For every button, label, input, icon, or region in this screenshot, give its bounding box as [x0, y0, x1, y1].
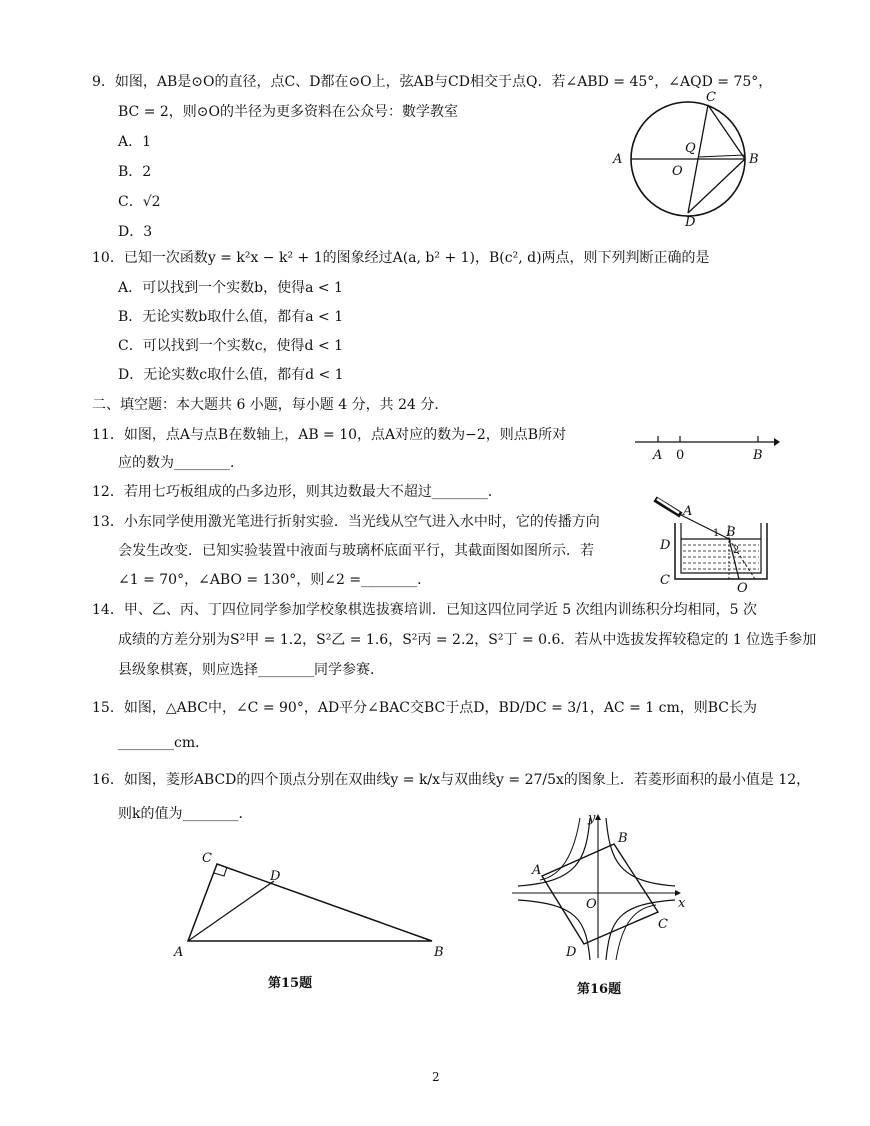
q16-label-a: A — [532, 863, 542, 878]
q15-label-a: A — [174, 945, 184, 960]
q16-rhombus-abcd — [542, 844, 658, 944]
q9-option-b: B．2 — [118, 164, 152, 180]
q9-segment-bc — [708, 105, 745, 159]
q10-option-c: C．可以找到一个实数c，使得d < 1 — [118, 338, 344, 354]
q13-label-angle-2: 2 — [733, 545, 740, 556]
q13-label-angle-1: 1 — [713, 528, 720, 539]
q16-inner-hyperbola-q2 — [540, 818, 580, 880]
q9-label-b: B — [749, 152, 759, 167]
q9-line1: 9．如图，AB是⊙O的直径，点C、D都在⊙O上，弦AB与CD相交于点Q．若∠ABD = 45°，∠AQD = 75°， — [92, 74, 773, 90]
q9-label-a: A — [613, 152, 623, 167]
q16-inner-hyperbola-q4 — [616, 905, 656, 960]
q13-figure — [655, 495, 785, 595]
q16-label-c: C — [658, 917, 668, 932]
q11-label-zero: 0 — [676, 448, 685, 463]
section-2-heading: 二、填空题：本大题共 6 小题，每小题 4 分，共 24 分． — [92, 397, 449, 413]
q10-line1: 10．已知一次函数y = k²x − k² + 1的图象经过A(a, b² + 1)，B(c², d)两点，则下列判断正确的是 — [92, 250, 710, 266]
q9-option-c: C．√2 — [118, 194, 161, 210]
q13-liquid-hatching — [683, 545, 759, 569]
q15-caption: 第15题 — [268, 976, 313, 991]
q13-label-d: D — [660, 538, 671, 553]
q16-hyperbola-q2 — [518, 818, 590, 886]
q10-option-a: A．可以找到一个实数b，使得a < 1 — [118, 280, 343, 296]
q11-label-a: A — [653, 448, 663, 463]
q10-option-d: D．无论实数c取什么值，都有d < 1 — [118, 367, 344, 383]
q14-line3: 县级象棋赛，则应选择________同学参赛． — [118, 662, 384, 678]
q9-figure — [608, 90, 768, 230]
q12-line1: 12．若用七巧板组成的凸多边形，则其边数最大不超过________． — [92, 484, 502, 500]
q11-number-line — [630, 428, 780, 464]
q9-label-c: C — [706, 90, 716, 105]
q16-hyperbola-q3 — [518, 900, 590, 960]
q13-label-o: O — [737, 581, 748, 596]
q13-cup-inner — [681, 523, 761, 573]
q15-line1: 15．如图，△ABC中，∠C = 90°，AD平分∠BAC交BC于点D，BD/DC = 3/1，AC = 1 cm，则BC长为 — [92, 700, 758, 716]
q15-figure — [170, 848, 460, 963]
q13-line3: ∠1 = 70°，∠ABO = 130°，则∠2 =________． — [118, 572, 432, 588]
q13-label-b: B — [726, 525, 736, 540]
q11-line2: 应的数为________． — [118, 455, 244, 471]
q9-label-q: Q — [685, 141, 696, 156]
q16-line1: 16．如图，菱形ABCD的四个顶点分别在双曲线y = k/x与双曲线y = 27/5x的图象上．若菱形面积的最小值是 12， — [92, 772, 811, 788]
q15-label-b: B — [434, 945, 444, 960]
q16-caption: 第16题 — [577, 982, 622, 997]
q9-option-a: A．1 — [118, 134, 152, 150]
q9-option-d: D．3 — [118, 224, 153, 240]
q13-line2: 会发生改变．已知实验装置中液面与玻璃杯底面平行，其截面图如图所示．若 — [118, 543, 594, 559]
q11-arrow — [774, 438, 780, 446]
q9-label-o: O — [672, 164, 683, 179]
q9-segment-qb — [698, 155, 745, 157]
q15-label-c: C — [202, 851, 212, 866]
q16-label-y: y — [588, 811, 596, 826]
q10-option-b: B．无论实数b取什么值，都有a < 1 — [118, 309, 344, 325]
q15-label-d: D — [270, 869, 281, 884]
q9-label-d: D — [685, 215, 696, 230]
q13-label-a: A — [683, 504, 693, 519]
q13-line1: 13．小东同学使用激光笔进行折射实验．当光线从空气进入水中时，它的传播方向 — [92, 514, 600, 530]
q16-label-d: D — [566, 945, 577, 960]
q11-line1: 11．如图，点A与点B在数轴上，AB = 10，点A对应的数为−2，则点B所对 — [92, 427, 567, 443]
q16-line2: 则k的值为________． — [118, 806, 253, 822]
q16-figure — [510, 810, 690, 960]
q16-hyperbola-q1 — [606, 818, 675, 886]
q16-label-b: B — [618, 831, 628, 846]
q13-label-c: C — [660, 573, 670, 588]
q16-label-x: x — [678, 896, 686, 911]
q14-line1: 14．甲、乙、丙、丁四位同学参加学校象棋选拔赛培训．已知这四位同学近 5 次组内训练积分均相同，5 次 — [92, 602, 757, 618]
q16-label-o: O — [586, 897, 597, 912]
q11-label-b: B — [753, 448, 763, 463]
q14-line2: 成绩的方差分别为S²甲 = 1.2，S²乙 = 1.6，S²丙 = 2.2，S²丁 = 0.6．若从中选拔发挥较稳定的 1 位选手参加 — [118, 632, 817, 648]
page-number: 2 — [432, 1070, 440, 1084]
q16-y-arrow — [595, 814, 601, 820]
q9-line2: BC = 2，则⊙O的半径为更多资料在公众号：數学教室 — [118, 104, 459, 120]
q15-line2: ________cm． — [118, 735, 210, 751]
q15-bisector-ad — [188, 881, 274, 941]
